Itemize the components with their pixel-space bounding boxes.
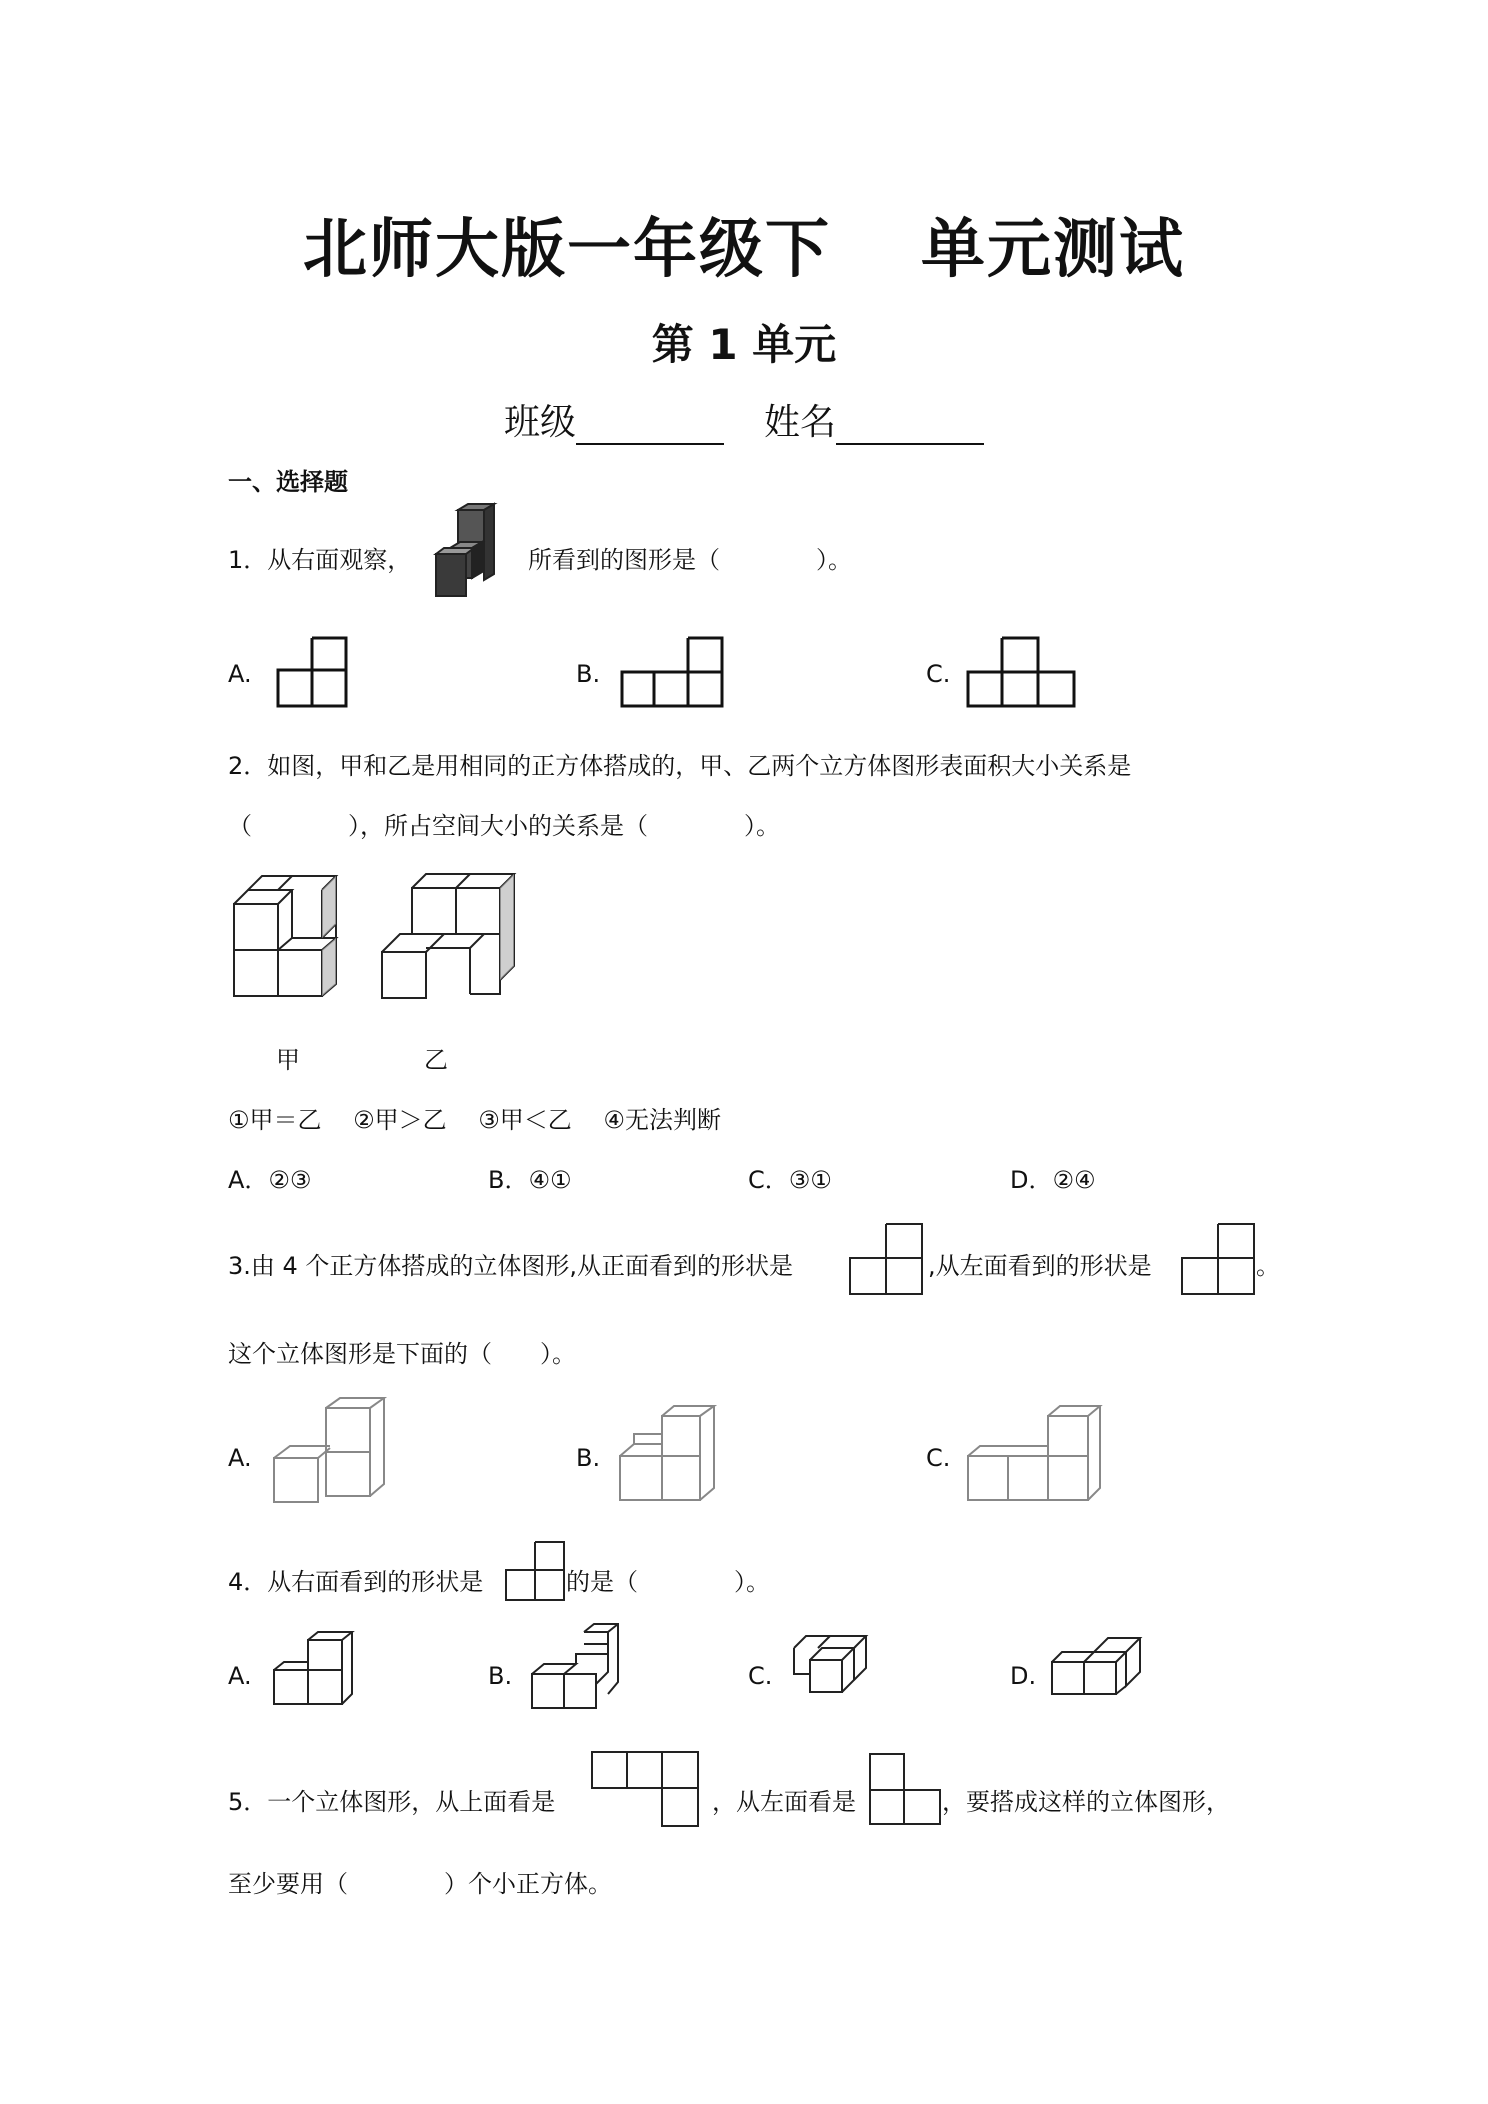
- unit-subtitle: 第 1 单元: [651, 320, 837, 369]
- name-blank[interactable]: [836, 407, 984, 445]
- q2-choices: ①甲＝乙 ②甲＞乙 ③甲＜乙 ④无法判断: [228, 1106, 721, 1134]
- q1-option-c-figure: [966, 636, 1078, 708]
- name-label: 姓名: [764, 402, 837, 443]
- q4-option-d-figure: [1050, 1634, 1150, 1704]
- title-left: 北师大版一年级下: [303, 213, 831, 287]
- q5-text-a: 5．一个立体图形，从上面看是: [228, 1788, 556, 1816]
- q5-text-c: ，要搭成这样的立体图形，: [942, 1788, 1230, 1816]
- q2-line1: 2．如图，甲和乙是用相同的正方体搭成的，甲、乙两个立方体图形表面积大小关系是: [228, 752, 1132, 780]
- q4-option-d[interactable]: D.: [1010, 1662, 1037, 1690]
- q4-right-view-figure: [504, 1540, 568, 1604]
- q4-option-b-figure: [528, 1622, 628, 1714]
- q5-top-view-figure: [590, 1750, 702, 1830]
- q4-text-after: 的是（ ）。: [566, 1568, 770, 1596]
- q1-text-before: 1．从右面观察，: [228, 546, 412, 574]
- q4-option-c-figure: [790, 1634, 880, 1704]
- q3-text-b: ,从左面看到的形状是: [928, 1252, 1152, 1280]
- q1-option-b[interactable]: B.: [576, 660, 601, 688]
- q2-figure-jia: [232, 868, 362, 1004]
- q3-option-a[interactable]: A.: [228, 1444, 252, 1472]
- q3-option-c[interactable]: C.: [926, 1444, 951, 1472]
- q3-option-c-figure: [966, 1404, 1116, 1504]
- q2-label-yi: 乙: [424, 1046, 448, 1074]
- q4-text-before: 4．从右面看到的形状是: [228, 1568, 484, 1596]
- q2-figure-yi: [380, 866, 520, 1006]
- q2-option-a[interactable]: A．②③: [228, 1166, 312, 1194]
- q3-front-view-figure: [848, 1222, 928, 1296]
- class-label: 班级: [503, 402, 576, 443]
- q3-text-c: 。: [1256, 1252, 1280, 1280]
- q1-cube-figure: [436, 504, 516, 604]
- q5-text-b: ，从左面看是: [712, 1788, 856, 1816]
- q2-label-jia: 甲: [276, 1046, 300, 1074]
- q3-text-a: 3.由 4 个正方体搭成的立体图形,从正面看到的形状是: [228, 1252, 794, 1280]
- q3-option-a-figure: [270, 1396, 390, 1506]
- section-heading: 一、选择题: [228, 468, 348, 496]
- q3-option-b-figure: [618, 1404, 718, 1504]
- q1-option-b-figure: [620, 636, 726, 708]
- q4-option-b[interactable]: B.: [488, 1662, 513, 1690]
- q2-option-b[interactable]: B．④①: [488, 1166, 572, 1194]
- q5-line2: 至少要用（ ）个小正方体。: [228, 1870, 612, 1898]
- q4-option-c[interactable]: C.: [748, 1662, 773, 1690]
- q2-option-d[interactable]: D．②④: [1010, 1166, 1096, 1194]
- q1-option-c[interactable]: C.: [926, 660, 951, 688]
- q2-option-c[interactable]: C．③①: [748, 1166, 832, 1194]
- class-blank[interactable]: [576, 407, 724, 445]
- q3-left-view-figure: [1180, 1222, 1260, 1296]
- q2-line2: （ ），所占空间大小的关系是（ ）。: [228, 812, 780, 840]
- q3-option-b[interactable]: B.: [576, 1444, 601, 1472]
- q5-left-view-figure: [868, 1752, 944, 1828]
- q4-option-a-figure: [270, 1630, 360, 1710]
- q4-option-a[interactable]: A.: [228, 1662, 252, 1690]
- student-info-line: [0, 394, 1488, 445]
- q1-text-after: 所看到的图形是（ ）。: [528, 546, 852, 574]
- q1-option-a[interactable]: A.: [228, 660, 252, 688]
- title-right: 单元测试: [921, 213, 1185, 287]
- q3-line2: 这个立体图形是下面的（ ）。: [228, 1340, 576, 1368]
- page-title: [0, 198, 1488, 290]
- q1-option-a-figure: [276, 636, 356, 708]
